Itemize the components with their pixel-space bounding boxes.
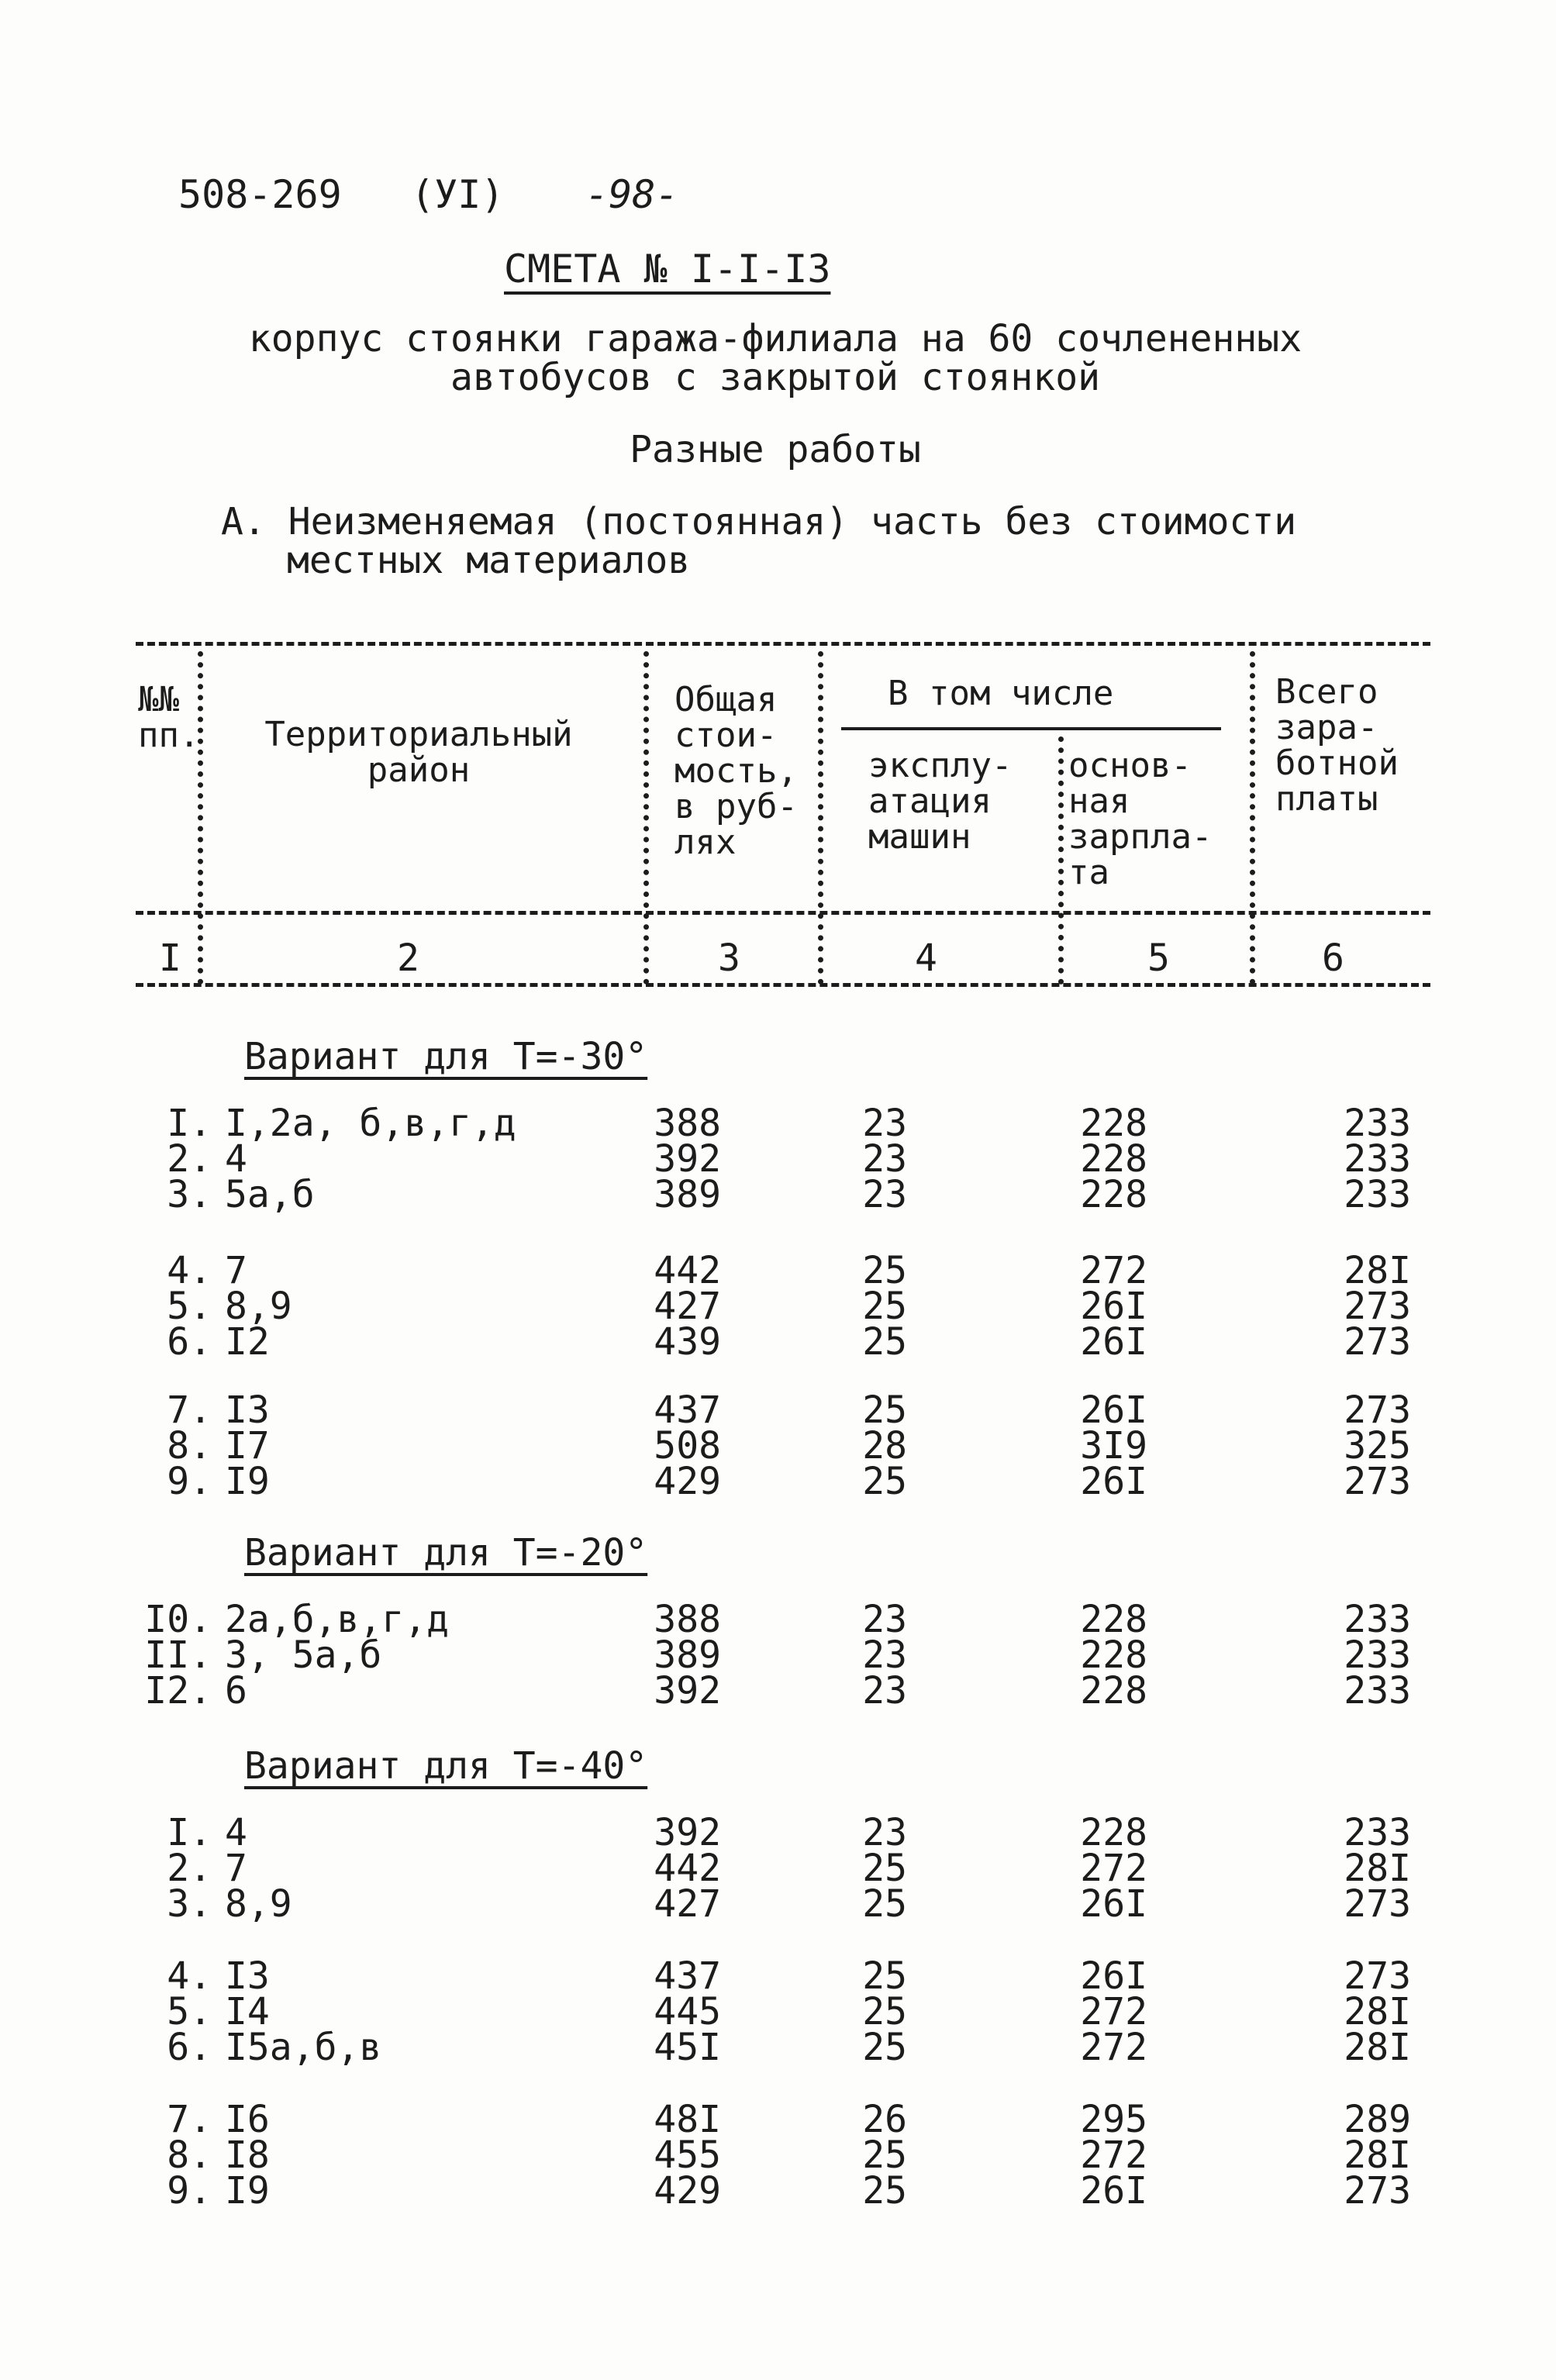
colnum-4: 4 xyxy=(915,936,937,980)
total-cost: 437 xyxy=(654,1954,721,1998)
machine-operation: 23 xyxy=(862,1669,907,1713)
total-cost: 392 xyxy=(654,1669,721,1713)
machine-operation: 25 xyxy=(862,1388,907,1432)
col4-header: эксплу- атация машин xyxy=(868,746,1013,857)
base-salary: 295 xyxy=(1080,2098,1147,2141)
row-number: 9. xyxy=(167,2169,212,2213)
group-header: В том числе xyxy=(888,674,1114,713)
row-number: 7. xyxy=(167,1388,212,1432)
base-salary: 228 xyxy=(1080,1137,1147,1181)
col-separator-3 xyxy=(818,651,823,985)
row-number: 2. xyxy=(167,1847,212,1890)
variant-title: Вариант для Т=-40° xyxy=(244,1744,648,1788)
total-cost: 508 xyxy=(654,1424,721,1468)
territory-district: 6 xyxy=(225,1669,247,1713)
variant-title: Вариант для Т=-30° xyxy=(244,1035,648,1078)
col-separator-5 xyxy=(1250,651,1255,985)
machine-operation: 23 xyxy=(862,1633,907,1677)
machine-operation: 23 xyxy=(862,1598,907,1641)
machine-operation: 25 xyxy=(862,1460,907,1503)
territory-district: 2а,б,в,г,д xyxy=(225,1598,449,1641)
col5-header: основ- ная зарпла- та xyxy=(1068,746,1213,892)
estimate-title: СМЕТА № I-I-I3 xyxy=(504,247,831,291)
doc-code: 508-269 xyxy=(178,172,342,217)
machine-operation: 28 xyxy=(862,1424,907,1468)
row-number: 7. xyxy=(167,2098,212,2141)
base-salary: 272 xyxy=(1080,1990,1147,2033)
total-cost: 45I xyxy=(654,2026,721,2069)
row-number: 6. xyxy=(167,1320,212,1364)
total-wages: 233 xyxy=(1344,1633,1411,1677)
part-a-line1: А. Неизменяемая (постоянная) часть без стоимости xyxy=(221,500,1297,543)
machine-operation: 26 xyxy=(862,2098,907,2141)
total-wages: 28I xyxy=(1344,1847,1411,1890)
territory-district: I9 xyxy=(225,2169,270,2213)
col-separator-4 xyxy=(1058,736,1064,985)
row-number: 3. xyxy=(167,1173,212,1216)
base-salary: 26I xyxy=(1080,2169,1147,2213)
territory-district: 3, 5а,б xyxy=(225,1633,382,1677)
base-salary: 26I xyxy=(1080,1954,1147,1998)
territory-district: I3 xyxy=(225,1954,270,1998)
machine-operation: 25 xyxy=(862,2169,907,2213)
row-number: 3. xyxy=(167,1882,212,1926)
total-wages: 28I xyxy=(1344,1990,1411,2033)
total-cost: 427 xyxy=(654,1882,721,1926)
base-salary: 26I xyxy=(1080,1388,1147,1432)
total-wages: 273 xyxy=(1344,1460,1411,1503)
row-number: II. xyxy=(144,1633,212,1677)
machine-operation: 23 xyxy=(862,1173,907,1216)
total-wages: 233 xyxy=(1344,1173,1411,1216)
total-cost: 455 xyxy=(654,2133,721,2177)
machine-operation: 25 xyxy=(862,1882,907,1926)
total-wages: 28I xyxy=(1344,1249,1411,1292)
total-cost: 389 xyxy=(654,1633,721,1677)
machine-operation: 25 xyxy=(862,1954,907,1998)
base-salary: 26I xyxy=(1080,1285,1147,1328)
total-cost: 427 xyxy=(654,1285,721,1328)
territory-district: 7 xyxy=(225,1847,247,1890)
territory-district: I9 xyxy=(225,1460,270,1503)
territory-district: I3 xyxy=(225,1388,270,1432)
total-cost: 429 xyxy=(654,1460,721,1503)
table-top-rule xyxy=(136,642,1430,646)
total-wages: 273 xyxy=(1344,2169,1411,2213)
row-number: 8. xyxy=(167,1424,212,1468)
page-number: -98- xyxy=(585,172,679,217)
territory-district: I6 xyxy=(225,2098,270,2141)
subtitle-line1: корпус стоянки гаража-филиала на 60 сочлененных xyxy=(248,317,1302,360)
total-cost: 437 xyxy=(654,1388,721,1432)
colnum-3: 3 xyxy=(718,936,740,980)
row-number: 9. xyxy=(167,1460,212,1503)
total-cost: 445 xyxy=(654,1990,721,2033)
total-wages: 273 xyxy=(1344,1882,1411,1926)
colnum-5: 5 xyxy=(1147,936,1170,980)
col6-header: Всего зара- ботной платы xyxy=(1275,672,1399,819)
machine-operation: 23 xyxy=(862,1137,907,1181)
total-cost: 442 xyxy=(654,1847,721,1890)
row-number: I. xyxy=(167,1102,212,1145)
total-cost: 389 xyxy=(654,1173,721,1216)
total-wages: 273 xyxy=(1344,1388,1411,1432)
row-number: I2. xyxy=(144,1669,212,1713)
numbers-bottom-rule xyxy=(136,983,1430,987)
colnum-6: 6 xyxy=(1322,936,1344,980)
territory-district: 8,9 xyxy=(225,1882,292,1926)
total-wages: 273 xyxy=(1344,1954,1411,1998)
colnum-1: I xyxy=(159,936,181,980)
total-cost: 392 xyxy=(654,1811,721,1854)
total-wages: 233 xyxy=(1344,1137,1411,1181)
total-cost: 48I xyxy=(654,2098,721,2141)
variant-title: Вариант для Т=-20° xyxy=(244,1531,648,1575)
machine-operation: 25 xyxy=(862,2133,907,2177)
machine-operation: 25 xyxy=(862,2026,907,2069)
colnum-2: 2 xyxy=(397,936,419,980)
part-a-line2: местных материалов xyxy=(287,539,691,582)
base-salary: 26I xyxy=(1080,1460,1147,1503)
group-underline xyxy=(841,727,1221,730)
base-salary: 272 xyxy=(1080,2026,1147,2069)
total-wages: 273 xyxy=(1344,1285,1411,1328)
total-wages: 233 xyxy=(1344,1598,1411,1641)
row-number: 4. xyxy=(167,1249,212,1292)
total-cost: 388 xyxy=(654,1598,721,1641)
territory-district: 4 xyxy=(225,1137,247,1181)
base-salary: 228 xyxy=(1080,1811,1147,1854)
territory-district: I8 xyxy=(225,2133,270,2177)
machine-operation: 25 xyxy=(862,1847,907,1890)
row-number: 2. xyxy=(167,1137,212,1181)
row-number: 6. xyxy=(167,2026,212,2069)
base-salary: 26I xyxy=(1080,1320,1147,1364)
machine-operation: 23 xyxy=(862,1102,907,1145)
base-salary: 272 xyxy=(1080,1847,1147,1890)
doc-part: (УI) xyxy=(411,172,505,217)
subtitle-line2: автобусов с закрытой стоянкой xyxy=(450,356,1101,399)
total-wages: 273 xyxy=(1344,1320,1411,1364)
total-wages: 28I xyxy=(1344,2133,1411,2177)
machine-operation: 25 xyxy=(862,1320,907,1364)
total-wages: 289 xyxy=(1344,2098,1411,2141)
base-salary: 26I xyxy=(1080,1882,1147,1926)
header-bottom-rule xyxy=(136,911,1430,915)
total-wages: 233 xyxy=(1344,1102,1411,1145)
section-title: Разные работы xyxy=(630,428,921,471)
territory-district: I5а,б,в xyxy=(225,2026,382,2069)
total-cost: 439 xyxy=(654,1320,721,1364)
row-number: 5. xyxy=(167,1990,212,2033)
col3-header: Общая стои- мость, в руб- лях xyxy=(674,680,798,862)
total-cost: 442 xyxy=(654,1249,721,1292)
row-number: 5. xyxy=(167,1285,212,1328)
territory-district: I4 xyxy=(225,1990,270,2033)
total-wages: 28I xyxy=(1344,2026,1411,2069)
machine-operation: 23 xyxy=(862,1811,907,1854)
row-number: 8. xyxy=(167,2133,212,2177)
base-salary: 3I9 xyxy=(1080,1424,1147,1468)
total-wages: 233 xyxy=(1344,1811,1411,1854)
territory-district: 4 xyxy=(225,1811,247,1854)
machine-operation: 25 xyxy=(862,1249,907,1292)
base-salary: 272 xyxy=(1080,2133,1147,2177)
territory-district: 5а,б xyxy=(225,1173,315,1216)
territory-district: 7 xyxy=(225,1249,247,1292)
territory-district: I2 xyxy=(225,1320,270,1364)
base-salary: 228 xyxy=(1080,1669,1147,1713)
total-cost: 388 xyxy=(654,1102,721,1145)
total-cost: 392 xyxy=(654,1137,721,1181)
machine-operation: 25 xyxy=(862,1285,907,1328)
base-salary: 228 xyxy=(1080,1633,1147,1677)
base-salary: 272 xyxy=(1080,1249,1147,1292)
total-wages: 325 xyxy=(1344,1424,1411,1468)
base-salary: 228 xyxy=(1080,1598,1147,1641)
territory-district: I7 xyxy=(225,1424,270,1468)
total-wages: 233 xyxy=(1344,1669,1411,1713)
row-number: I0. xyxy=(144,1598,212,1641)
territory-district: I,2а, б,в,г,д xyxy=(225,1102,516,1145)
col1-header: №№ пп. xyxy=(138,680,200,755)
territory-district: 8,9 xyxy=(225,1285,292,1328)
base-salary: 228 xyxy=(1080,1102,1147,1145)
col2-header: Территориальный район xyxy=(264,715,573,790)
col-separator-2 xyxy=(643,651,649,985)
base-salary: 228 xyxy=(1080,1173,1147,1216)
total-cost: 429 xyxy=(654,2169,721,2213)
machine-operation: 25 xyxy=(862,1990,907,2033)
row-number: 4. xyxy=(167,1954,212,1998)
row-number: I. xyxy=(167,1811,212,1854)
